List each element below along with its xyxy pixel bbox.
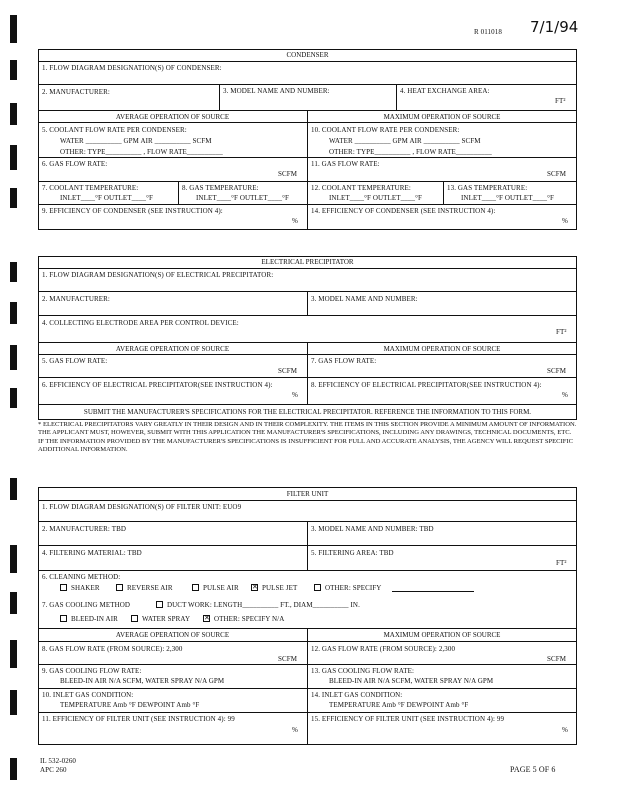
bleed-in-air-checkbox[interactable] bbox=[60, 615, 67, 622]
bleed-in-air-label: BLEED-IN AIR bbox=[71, 615, 118, 623]
binding-bar bbox=[10, 345, 17, 370]
gas-cooling-flow-values: BLEED-IN AIR N/A SCFM, WATER SPRAY N/A GPM bbox=[60, 677, 225, 685]
document-ref: R 011018 bbox=[474, 28, 502, 36]
cleaning-method-label: 6. CLEANING METHOD: bbox=[42, 573, 121, 581]
binding-bar bbox=[10, 262, 17, 282]
binding-bar bbox=[10, 545, 17, 573]
precipitator-efficiency-label: 6. EFFICIENCY OF ELECTRICAL PRECIPITATOR(SEE INSTRUCTION 4): bbox=[42, 381, 273, 389]
coolant-flow-max-water-air: WATER __________ GPM AIR __________ SCFM bbox=[329, 137, 481, 145]
handwritten-date: 7/1/94 bbox=[530, 18, 579, 36]
gas-flow-max-label: 11. GAS FLOW RATE: bbox=[311, 160, 380, 168]
precipitator-avg-header: AVERAGE OPERATION OF SOURCE bbox=[115, 345, 230, 353]
binding-bar bbox=[10, 478, 17, 500]
binding-bar bbox=[10, 388, 17, 408]
duct-work-label: DUCT WORK: LENGTH__________ FT., DIAM__________ IN. bbox=[167, 601, 360, 609]
precipitator-flow-diagram-label: 1. FLOW DIAGRAM DESIGNATION(S) OF ELECTRICAL PRECIPITATOR: bbox=[42, 271, 274, 279]
precipitator-gas-flow-max-unit: SCFM bbox=[547, 367, 567, 375]
filter-gas-flow-unit: SCFM bbox=[278, 655, 298, 663]
coolant-flow-max-label: 10. COOLANT FLOW RATE PER CONDENSER: bbox=[311, 126, 460, 134]
precipitator-model-label: 3. MODEL NAME AND NUMBER: bbox=[311, 295, 418, 303]
condenser-efficiency-unit: % bbox=[292, 217, 298, 225]
binding-bar bbox=[10, 60, 17, 80]
reverse-air-label: REVERSE AIR bbox=[127, 584, 173, 592]
precipitator-efficiency-max-unit: % bbox=[562, 391, 568, 399]
binding-bar bbox=[10, 690, 17, 715]
gas-cooling-method-label: 7. GAS COOLING METHOD bbox=[42, 601, 131, 609]
condenser-heat-area-unit: FT² bbox=[555, 97, 566, 105]
form-number: IL 532-0260 bbox=[40, 757, 77, 765]
pulse-air-checkbox[interactable] bbox=[192, 584, 199, 591]
filtering-material-label: 4. FILTERING MATERIAL: TBD bbox=[42, 549, 142, 557]
condenser-heat-area-label: 4. HEAT EXCHANGE AREA: bbox=[400, 87, 490, 95]
binding-bar bbox=[10, 640, 17, 668]
precipitator-efficiency-unit: % bbox=[292, 391, 298, 399]
filter-max-header: MAXIMUM OPERATION OF SOURCE bbox=[383, 631, 501, 639]
precipitator-footnote: * ELECTRICAL PRECIPITATORS VARY GREATLY IN THEIR DESIGN AND IN THEIR COMPLEXITY. THE ITEMS IN THIS SECTION PROVIDE A MINIMUM AMOUNT OF INFORMATION. THE APPLICANT MUST, HOWEVER, SUBMIT WITH THIS APPLICATION THE MANUFACTURER'S SPECIFICATIONS, INCLUDING ANY DRAWINGS, TECHNICAL DOCUMENTS, ETC. IF THE INFORMATION PROVIDED BY THE MANUFACTURER'S SPECIFICATIONS IS INSUFFICIENT FOR FULL AND ACCURATE ANALYSIS, THE AGENCY WILL REQUEST SPECIFIC ADDITIONAL INFORMATION. bbox=[38, 421, 577, 454]
other-cooling-label: OTHER: SPECIFY N/A bbox=[214, 615, 285, 623]
condenser-avg-header: AVERAGE OPERATION OF SOURCE bbox=[115, 113, 230, 121]
form-name: APC 260 bbox=[40, 766, 67, 774]
filter-manufacturer-label: 2. MANUFACTURER: TBD bbox=[42, 525, 127, 533]
precipitator-efficiency-max-label: 8. EFFICIENCY OF ELECTRICAL PRECIPITATOR(SEE INSTRUCTION 4): bbox=[311, 381, 542, 389]
binding-bar bbox=[10, 302, 17, 324]
pulse-jet-checkbox[interactable]: ✕ bbox=[252, 583, 258, 591]
coolant-temp-label: 7. COOLANT TEMPERATURE: bbox=[42, 184, 139, 192]
coolant-flow-water-air: WATER __________ GPM AIR __________ SCFM bbox=[60, 137, 212, 145]
filter-efficiency-max-unit: % bbox=[562, 726, 568, 734]
filter-efficiency-unit: % bbox=[292, 726, 298, 734]
pulse-jet-label: PULSE JET bbox=[262, 584, 298, 592]
shaker-label: SHAKER bbox=[71, 584, 100, 592]
binding-bar bbox=[10, 592, 17, 614]
inlet-gas-condition-values: TEMPERATURE Amb °F DEWPOINT Amb °F bbox=[60, 701, 200, 709]
precipitator-gas-flow-max-label: 7. GAS FLOW RATE: bbox=[311, 357, 377, 365]
binding-bar bbox=[10, 188, 17, 208]
electrode-area-label: 4. COLLECTING ELECTRODE AREA PER CONTROL DEVICE: bbox=[42, 319, 239, 327]
binding-bar bbox=[10, 758, 17, 780]
filter-gas-flow-max-label: 12. GAS FLOW RATE (FROM SOURCE): 2,300 bbox=[311, 645, 456, 653]
other-cleaning-checkbox[interactable] bbox=[314, 584, 321, 591]
gas-cooling-flow-max-values: BLEED-IN AIR N/A SCFM, WATER SPRAY N/A GPM bbox=[329, 677, 494, 685]
duct-work-checkbox[interactable] bbox=[156, 601, 163, 608]
precipitator-max-header: MAXIMUM OPERATION OF SOURCE bbox=[383, 345, 501, 353]
filter-model-label: 3. MODEL NAME AND NUMBER: TBD bbox=[311, 525, 434, 533]
gas-temp-max-label: 13. GAS TEMPERATURE: bbox=[447, 184, 528, 192]
inlet-gas-condition-label: 10. INLET GAS CONDITION: bbox=[42, 691, 134, 699]
precipitator-title: ELECTRICAL PRECIPITATOR bbox=[261, 258, 354, 266]
filtering-area-unit: FT² bbox=[556, 559, 567, 567]
other-cooling-checkbox[interactable]: ✕ bbox=[204, 614, 210, 622]
condenser-efficiency-max-label: 14. EFFICIENCY OF CONDENSER (SEE INSTRUCTION 4): bbox=[311, 207, 496, 215]
gas-cooling-flow-max-label: 13. GAS COOLING FLOW RATE: bbox=[311, 667, 414, 675]
binding-bar bbox=[10, 15, 17, 43]
filtering-area-label: 5. FILTERING AREA: TBD bbox=[311, 549, 394, 557]
coolant-temp-values: INLET____°F OUTLET____°F bbox=[60, 194, 153, 202]
binding-bar bbox=[10, 103, 17, 125]
filter-efficiency-max-label: 15. EFFICIENCY OF FILTER UNIT (SEE INSTRUCTION 4): 99 bbox=[311, 715, 505, 723]
condenser-efficiency-max-unit: % bbox=[562, 217, 568, 225]
filter-flow-diagram-label: 1. FLOW DIAGRAM DESIGNATION(S) OF FILTER UNIT: EUO9 bbox=[42, 503, 242, 511]
condenser-model-label: 3. MODEL NAME AND NUMBER: bbox=[223, 87, 330, 95]
condenser-title: CONDENSER bbox=[286, 51, 329, 59]
condenser-manufacturer-label: 2. MANUFACTURER: bbox=[42, 88, 110, 96]
binding-bar bbox=[10, 145, 17, 170]
filter-avg-header: AVERAGE OPERATION OF SOURCE bbox=[115, 631, 230, 639]
gas-temp-label: 8. GAS TEMPERATURE: bbox=[182, 184, 259, 192]
coolant-temp-max-values: INLET____°F OUTLET____°F bbox=[329, 194, 422, 202]
filter-gas-flow-max-unit: SCFM bbox=[547, 655, 567, 663]
precipitator-gas-flow-unit: SCFM bbox=[278, 367, 298, 375]
filter-title: FILTER UNIT bbox=[286, 490, 329, 498]
precipitator-manufacturer-label: 2. MANUFACTURER: bbox=[42, 295, 110, 303]
inlet-gas-condition-max-values: TEMPERATURE Amb °F DEWPOINT Amb °F bbox=[329, 701, 469, 709]
precipitator-submit-note: SUBMIT THE MANUFACTURER'S SPECIFICATIONS FOR THE ELECTRICAL PRECIPITATOR. REFERENCE THE INFORMATION TO THIS FORM. bbox=[83, 408, 532, 416]
electrode-area-unit: FT² bbox=[556, 328, 567, 336]
water-spray-label: WATER SPRAY bbox=[142, 615, 191, 623]
gas-flow-unit: SCFM bbox=[278, 170, 298, 178]
coolant-flow-label: 5. COOLANT FLOW RATE PER CONDENSER: bbox=[42, 126, 187, 134]
condenser-efficiency-label: 9. EFFICIENCY OF CONDENSER (SEE INSTRUCTION 4): bbox=[42, 207, 223, 215]
coolant-flow-other: OTHER: TYPE__________ , FLOW RATE__________ bbox=[60, 148, 223, 156]
gas-temp-max-values: INLET____°F OUTLET____°F bbox=[461, 194, 554, 202]
condenser-flow-diagram-label: 1. FLOW DIAGRAM DESIGNATION(S) OF CONDENSER: bbox=[42, 64, 222, 72]
page-number: PAGE 5 OF 6 bbox=[510, 765, 556, 774]
condenser-max-header: MAXIMUM OPERATION OF SOURCE bbox=[383, 113, 501, 121]
gas-flow-max-unit: SCFM bbox=[547, 170, 567, 178]
gas-temp-values: INLET____°F OUTLET____°F bbox=[196, 194, 289, 202]
shaker-checkbox[interactable] bbox=[60, 584, 67, 591]
other-cleaning-label: OTHER: SPECIFY bbox=[325, 584, 382, 592]
water-spray-checkbox[interactable] bbox=[131, 615, 138, 622]
filter-gas-flow-label: 8. GAS FLOW RATE (FROM SOURCE): 2,300 bbox=[42, 645, 183, 653]
pulse-air-label: PULSE AIR bbox=[203, 584, 239, 592]
inlet-gas-condition-max-label: 14. INLET GAS CONDITION: bbox=[311, 691, 403, 699]
coolant-flow-max-other: OTHER: TYPE__________ , FLOW RATE__________ bbox=[329, 148, 492, 156]
gas-cooling-flow-label: 9. GAS COOLING FLOW RATE: bbox=[42, 667, 142, 675]
gas-flow-label: 6. GAS FLOW RATE: bbox=[42, 160, 108, 168]
coolant-temp-max-label: 12. COOLANT TEMPERATURE: bbox=[311, 184, 411, 192]
precipitator-gas-flow-label: 5. GAS FLOW RATE: bbox=[42, 357, 108, 365]
filter-efficiency-label: 11. EFFICIENCY OF FILTER UNIT (SEE INSTRUCTION 4): 99 bbox=[42, 715, 235, 723]
reverse-air-checkbox[interactable] bbox=[116, 584, 123, 591]
